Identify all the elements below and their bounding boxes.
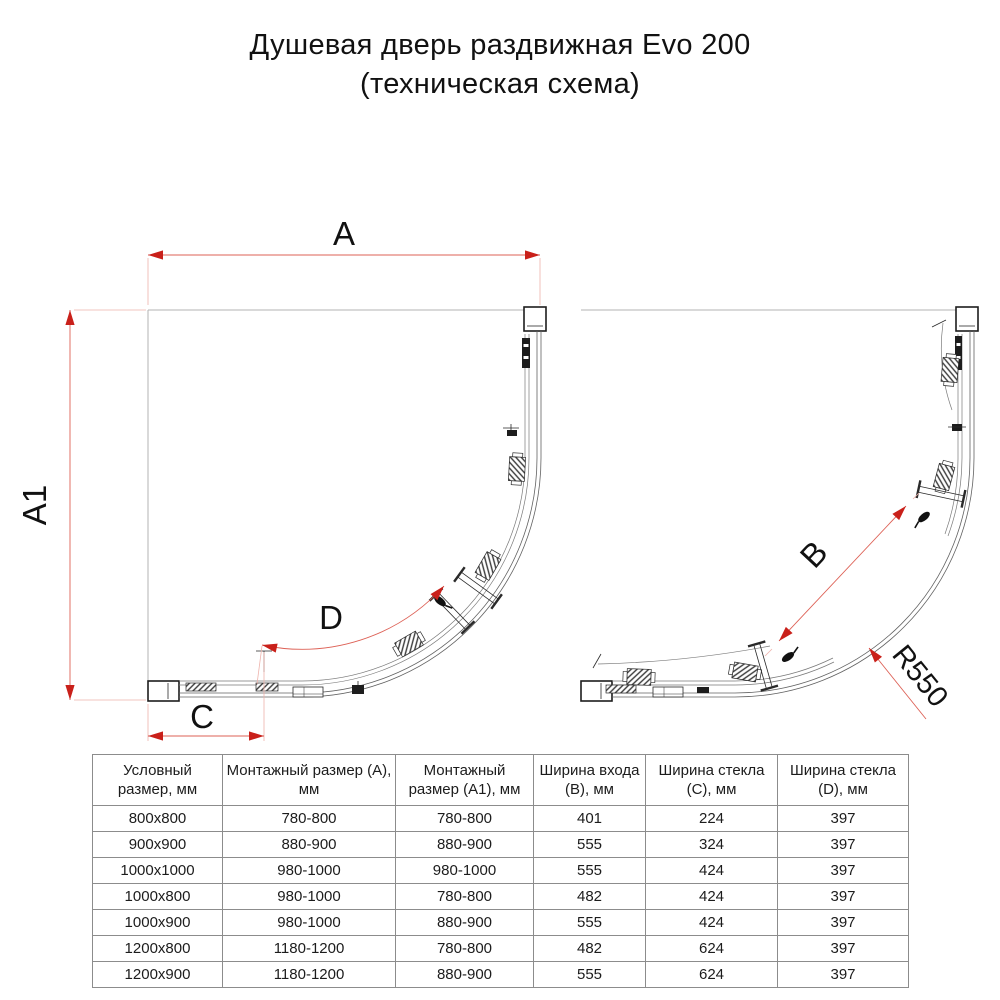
room-corner-lines [148, 310, 524, 700]
table-cell: 780-800 [223, 806, 396, 832]
roller-carriage [391, 629, 427, 659]
roller-carriage [932, 459, 956, 494]
title-line-2: (техническая схема) [360, 68, 640, 100]
table-cell: 555 [534, 832, 646, 858]
table-cell: 397 [778, 962, 909, 988]
table-row [93, 806, 909, 832]
glass-clamp [952, 424, 962, 431]
right-diagram-open [581, 307, 978, 719]
table-cell: 880-900 [396, 832, 534, 858]
table-row [93, 910, 909, 936]
table-row [93, 936, 909, 962]
radius-label: R550 [885, 639, 955, 714]
column-header: Ширина стекла (D), мм [778, 755, 909, 806]
table-cell: 900x900 [93, 832, 223, 858]
header-row [93, 755, 909, 806]
left-diagram-closed [16, 215, 546, 741]
table-cell: 980-1000 [223, 884, 396, 910]
table-row [93, 884, 909, 910]
column-header: Монтажный размер (A), мм [223, 755, 396, 806]
roller-carriage [728, 661, 762, 682]
table-cell: 1180-1200 [223, 962, 396, 988]
size-table-head [93, 755, 909, 806]
bottom-guide-plate [653, 687, 683, 697]
table-cell: 624 [646, 962, 778, 988]
table-cell: 397 [778, 910, 909, 936]
table-cell: 880-900 [223, 832, 396, 858]
open-door-edge [598, 646, 770, 664]
table-cell: 555 [534, 962, 646, 988]
table-cell: 555 [534, 858, 646, 884]
roller-carriage [623, 668, 656, 685]
glass-panels [593, 320, 974, 697]
table-cell: 624 [646, 936, 778, 962]
size-table [92, 754, 909, 988]
table-cell: 880-900 [396, 910, 534, 936]
roller-carriage [508, 453, 526, 486]
table-cell: 397 [778, 884, 909, 910]
table-cell: 397 [778, 806, 909, 832]
dimension-radius [865, 639, 954, 719]
table-cell: 482 [534, 936, 646, 962]
table-cell: 1200x800 [93, 936, 223, 962]
wall-profile-top-right [524, 307, 546, 331]
table-cell: 1180-1200 [223, 936, 396, 962]
table-cell: 224 [646, 806, 778, 832]
dimension-a [148, 215, 540, 305]
dimension-label-d: D [319, 599, 343, 636]
table-cell: 555 [534, 910, 646, 936]
dimension-a1 [16, 310, 146, 700]
table-cell: 980-1000 [223, 910, 396, 936]
table-cell: 397 [778, 936, 909, 962]
bottom-clamp [697, 687, 709, 693]
bottom-guide-plate [293, 687, 323, 697]
roller-carriage [941, 353, 960, 386]
glass-clamp [507, 430, 517, 436]
table-cell: 424 [646, 884, 778, 910]
handle-knob [780, 646, 801, 664]
table-cell: 1000x800 [93, 884, 223, 910]
table-cell: 401 [534, 806, 646, 832]
table-cell: 1200x900 [93, 962, 223, 988]
table-cell: 980-1000 [223, 858, 396, 884]
table-cell: 397 [778, 858, 909, 884]
wall-profile-bottom-left [148, 681, 179, 701]
table-cell: 780-800 [396, 936, 534, 962]
column-header: Монтажный размер (A1), мм [396, 755, 534, 806]
roller-carriage [473, 548, 503, 584]
table-cell: 1000x900 [93, 910, 223, 936]
table-row [93, 858, 909, 884]
dimension-b [765, 493, 919, 656]
table-cell: 1000x1000 [93, 858, 223, 884]
bottom-rail-fitting [606, 685, 636, 693]
table-cell: 424 [646, 910, 778, 936]
title-line-1: Душевая дверь раздвижная Evo 200 [249, 29, 751, 61]
column-header: Ширина стекла (C), мм [646, 755, 778, 806]
column-header: Условный размер, мм [93, 755, 223, 806]
table-cell: 780-800 [396, 806, 534, 832]
door-hardware [186, 338, 530, 697]
dimension-label-a: A [332, 215, 356, 252]
bottom-clamp [352, 685, 364, 694]
column-header: Ширина входа (B), мм [534, 755, 646, 806]
bottom-rail-fitting [186, 683, 216, 691]
table-cell: 780-800 [396, 884, 534, 910]
table-cell: 800x800 [93, 806, 223, 832]
dimension-label-c: C [190, 698, 214, 735]
table-cell: 482 [534, 884, 646, 910]
table-row [93, 962, 909, 988]
dimension-label-b: B [792, 533, 835, 575]
table-cell: 424 [646, 858, 778, 884]
wall-profile-top-right [956, 307, 978, 331]
table-cell: 980-1000 [396, 858, 534, 884]
table-cell: 880-900 [396, 962, 534, 988]
magnet-seal-strip [522, 338, 530, 368]
bottom-rail-fitting [256, 683, 278, 691]
dimension-label-a1: A1 [16, 484, 53, 526]
table-cell: 397 [778, 832, 909, 858]
handle-knob [911, 510, 932, 529]
glass-panels [179, 331, 541, 697]
table-cell: 324 [646, 832, 778, 858]
table-row [93, 832, 909, 858]
size-table-body [93, 806, 909, 988]
